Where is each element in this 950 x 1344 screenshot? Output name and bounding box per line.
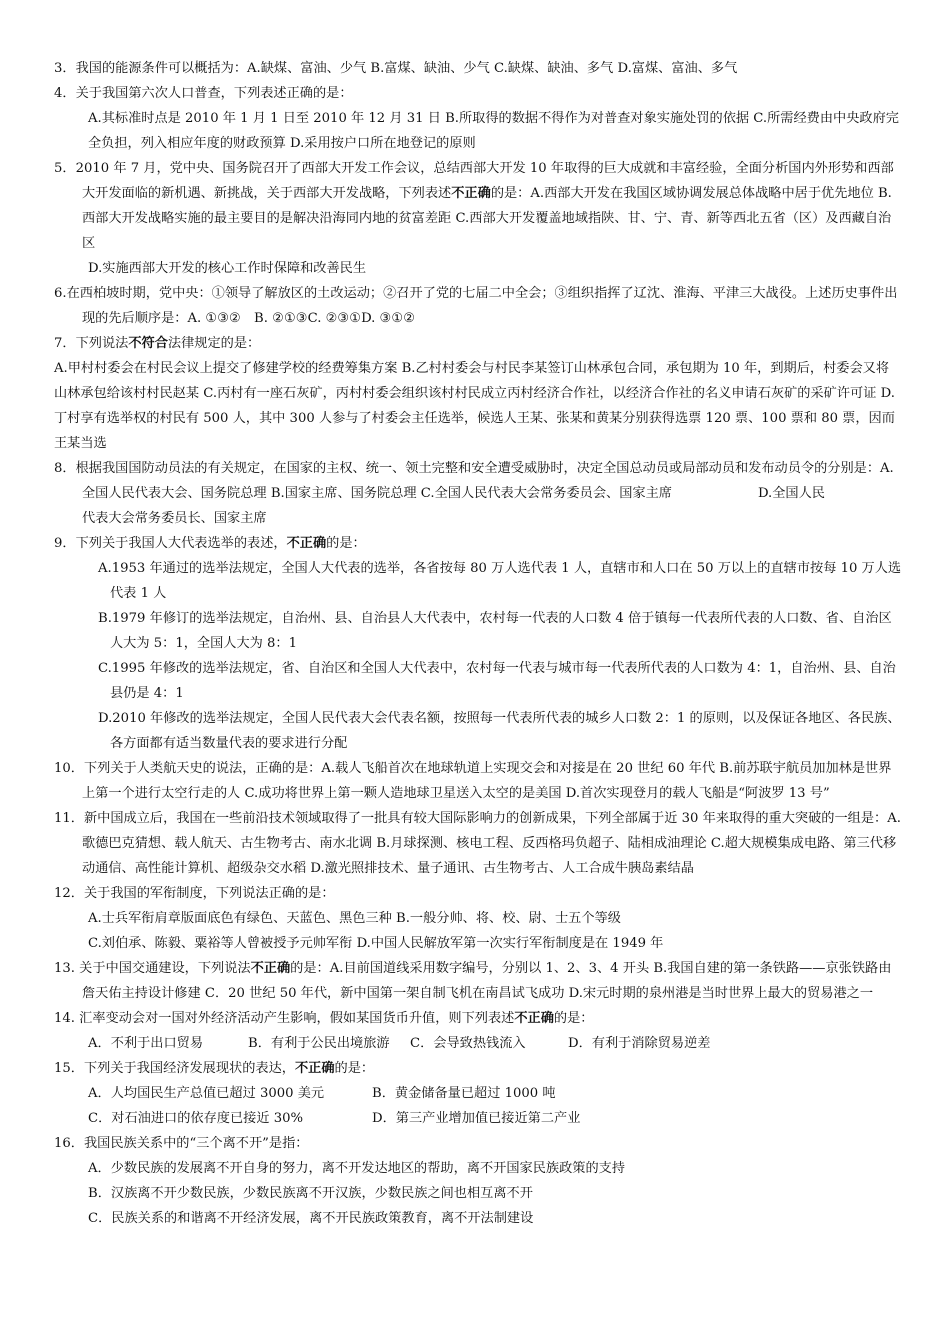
question-option: B．黄金储备量已超过 1000 吨 xyxy=(372,1086,556,1101)
question-text: 6.在西柏坡时期，党中央：①领导了解放区的土改运动；②召开了党的七届二中全会；③组织指挥了辽沈、淮海、平津三大战役。上述历史事件出现的先后顺序是：A. ①③② B. ②①③C. ②③①D. ③①② xyxy=(54,286,898,326)
question-option: A．人均国民生产总值已超过 3000 美元 xyxy=(88,1086,325,1101)
emphasis-text: 不正确 xyxy=(250,961,291,976)
question-16 xyxy=(54,1131,902,1231)
exam-page xyxy=(54,56,902,1231)
question-option: D.全国人民 xyxy=(757,486,825,501)
question-9 xyxy=(54,531,902,556)
question-12 xyxy=(54,881,902,956)
question-5-option-d xyxy=(54,256,902,281)
question-option: 代表大会常务委员长、国家主席 xyxy=(82,511,267,526)
question-text: 的是： xyxy=(334,1061,375,1076)
question-text: 3．我国的能源条件可以概括为：A.缺煤、富油、少气 B.富煤、缺油、少气 C.缺煤、缺油、多气 D.富煤、富油、多气 xyxy=(54,61,738,76)
emphasis-text: 不正确 xyxy=(514,1011,554,1026)
question-option: B．有利于公民出境旅游 xyxy=(248,1036,390,1051)
question-text: 15．下列关于我国经济发展现状的表达， xyxy=(54,1061,295,1076)
question-text: 的是：A.目前国道线采用数字编号，分别以 1、2、3、4 开头 B.我国自建的第一条铁路——京张铁路由詹天佑主持设计修建 C．20 世纪 50 年代，新中国第一架自制飞机在南昌试飞成功 D.宋元时期的泉州港是当时世界上最大的贸易港之一 xyxy=(82,961,892,1001)
question-4 xyxy=(54,81,902,156)
question-option: C．民族关系的和谐离不开经济发展，离不开民族政策教育，离不开法制建设 xyxy=(88,1211,534,1226)
question-options: A.甲村村委会在村民会议上提交了修建学校的经费筹集方案 B.乙村村委会与村民李某签订山林承包合同，承包期为 10 年，到期后，村委会又将山林承包给该村村民赵某 C.丙村有一座石灰矿，丙村村委会组织该村村民成立丙村经济合作社，以经济合作社的名义申请石灰矿的采矿许可证 D.丁村享有选举权的村民有 500 人，其中 300 人参与了村委会主任选举，候选人王某、张某和黄某分别获得选票 120 票、100 票和 80 票，因而王某当选 xyxy=(54,361,895,451)
question-option: C.1995 年修改的选举法规定，省、自治区和全国人大代表中，农村每一代表与城市每一代表所代表的人口数为 4：1，自治州、县、自治县仍是 4：1 xyxy=(98,661,896,701)
question-option: D.实施西部大开发的核心工作时保障和改善民生 xyxy=(88,261,367,276)
question-option: A.士兵军衔肩章版面底色有绿色、天蓝色、黑色三种 B.一般分帅、将、校、尉、士五个等级 xyxy=(88,911,621,926)
question-options: A.其标准时点是 2010 年 1 月 1 日至 2010 年 12 月 31 日 B.所取得的数据不得作为对普查对象实施处罚的依据 C.所需经费由中央政府完全负担，列入相应年度的财政预算 D.采用按户口所在地登记的原则 xyxy=(88,111,899,151)
question-option: C．会导致热钱流入 xyxy=(410,1036,526,1051)
question-option: B.1979 年修订的选举法规定，自治州、县、自治县人大代表中，农村每一代表的人口数 4 倍于镇每一代表所代表的人口数、省、自治区人大为 5：1，全国人大为 8：1 xyxy=(98,611,892,651)
question-option: C.刘伯承、陈毅、粟裕等人曾被授予元帅军衔 D.中国人民解放军第一次实行军衔制度是在 1949 年 xyxy=(88,936,664,951)
question-stem: 12．关于我国的军衔制度，下列说法正确的是： xyxy=(54,886,335,901)
question-text: 的是： xyxy=(553,1011,594,1026)
question-option: A.1953 年通过的选举法规定，全国人大代表的选举，各省按每 80 万人选代表 1 人，直辖市和人口在 50 万以上的直辖市按每 10 万人选代表 1 人 xyxy=(98,561,902,601)
question-option: D．有利于消除贸易逆差 xyxy=(568,1036,711,1051)
question-stem: 16．我国民族关系中的“三个离不开”是指： xyxy=(54,1136,309,1151)
question-15-options-ab xyxy=(54,1081,902,1106)
question-10 xyxy=(54,756,902,806)
question-option: C．对石油进口的依存度已接近 30% xyxy=(88,1111,304,1126)
question-9-options xyxy=(54,556,902,756)
question-text: 9．下列关于我国人大代表选举的表述， xyxy=(54,536,287,551)
question-text: 法律规定的是： xyxy=(167,336,261,351)
question-option: D.2010 年修改的选举法规定，全国人民代表大会代表名额，按照每一代表所代表的城乡人口数 2：1 的原则，以及保证各地区、各民族、各方面都有适当数量代表的要求进行分配 xyxy=(98,711,901,751)
question-option: B．汉族离不开少数民族，少数民族离不开汉族，少数民族之间也相互离不开 xyxy=(88,1186,533,1201)
question-6 xyxy=(54,281,902,331)
question-14 xyxy=(54,1006,902,1031)
question-option: A．少数民族的发展离不开自身的努力，离不开发达地区的帮助，离不开国家民族政策的支持 xyxy=(88,1161,626,1176)
question-13 xyxy=(54,956,902,1006)
question-text: 14. 汇率变动会对一国对外经济活动产生影响，假如某国货币升值，则下列表述 xyxy=(54,1011,515,1026)
emphasis-text: 不正确 xyxy=(294,1061,335,1076)
question-text: 10．下列关于人类航天史的说法，正确的是：A.载人飞船首次在地球轨道上实现交会和对接是在 20 世纪 60 年代 B.前苏联宇航员加加林是世界上第一个进行太空行走的人 C.成功将世界上第一颗人造地球卫星送入太空的是美国 D.首次实现登月的载人飞船是“阿波罗 13 号” xyxy=(54,761,892,801)
question-7 xyxy=(54,331,902,356)
question-text: 的是： xyxy=(326,536,366,551)
question-option: A．不利于出口贸易 xyxy=(88,1036,204,1051)
question-14-options xyxy=(54,1031,902,1056)
emphasis-text: 不正确 xyxy=(451,186,491,201)
question-text: 7．下列说法 xyxy=(54,336,129,351)
emphasis-text: 不符合 xyxy=(128,336,168,351)
emphasis-text: 不正确 xyxy=(286,536,327,551)
question-3 xyxy=(54,56,902,81)
question-15-options-cd xyxy=(54,1106,902,1131)
question-8 xyxy=(54,456,902,531)
question-11 xyxy=(54,806,902,881)
question-7-options xyxy=(54,356,902,456)
question-15 xyxy=(54,1056,902,1081)
question-5 xyxy=(54,156,902,256)
question-text: 13. 关于中国交通建设，下列说法 xyxy=(54,961,251,976)
question-text: 11．新中国成立后，我国在一些前沿技术领域取得了一批具有较大国际影响力的创新成果，下列全部属于近 30 年来取得的重大突破的一组是：A.歌德巴克猜想、载人航天、古生物考古、南水北调 B.月球探测、核电工程、反西格玛负超子、陆相成油理论 C.超大规模集成电路、第三代移动通信、高性能计算机、超级杂交水稻 D.激光照排技术、量子通讯、古生物考古、人工合成牛胰岛素结晶 xyxy=(54,811,901,876)
question-text: 5．2010 年 7 月，党中央、国务院召开了西部大开发工作会议，总结西部大开发 10 年取得的巨大成就和丰富经验，全面分析国内外形势和西部大开发面临的新机遇、新挑战，关于西部大开发战略，下列表述 xyxy=(54,161,894,201)
question-text: 8．根据我国国防动员法的有关规定，在国家的主权、统一、领土完整和安全遭受威胁时，决定全国总动员或局部动员和发布动员令的分别是：A.全国人民代表大会、国务院总理 B.国家主席、国务院总理 C.全国人民代表大会常务委员会、国家主席 xyxy=(54,461,894,501)
question-option: D．第三产业增加值已接近第二产业 xyxy=(372,1111,581,1126)
question-stem: 4．关于我国第六次人口普查，下列表述正确的是： xyxy=(54,86,353,101)
question-text: 的是：A.西部大开发在我国区域协调发展总体战略中居于优先地位 B.西部大开发战略实施的最主要目的是解决沿海同内地的贫富差距 C.西部大开发覆盖地域指陕、甘、宁、青、新等西北五省（区）及西藏自治区 xyxy=(82,186,892,251)
